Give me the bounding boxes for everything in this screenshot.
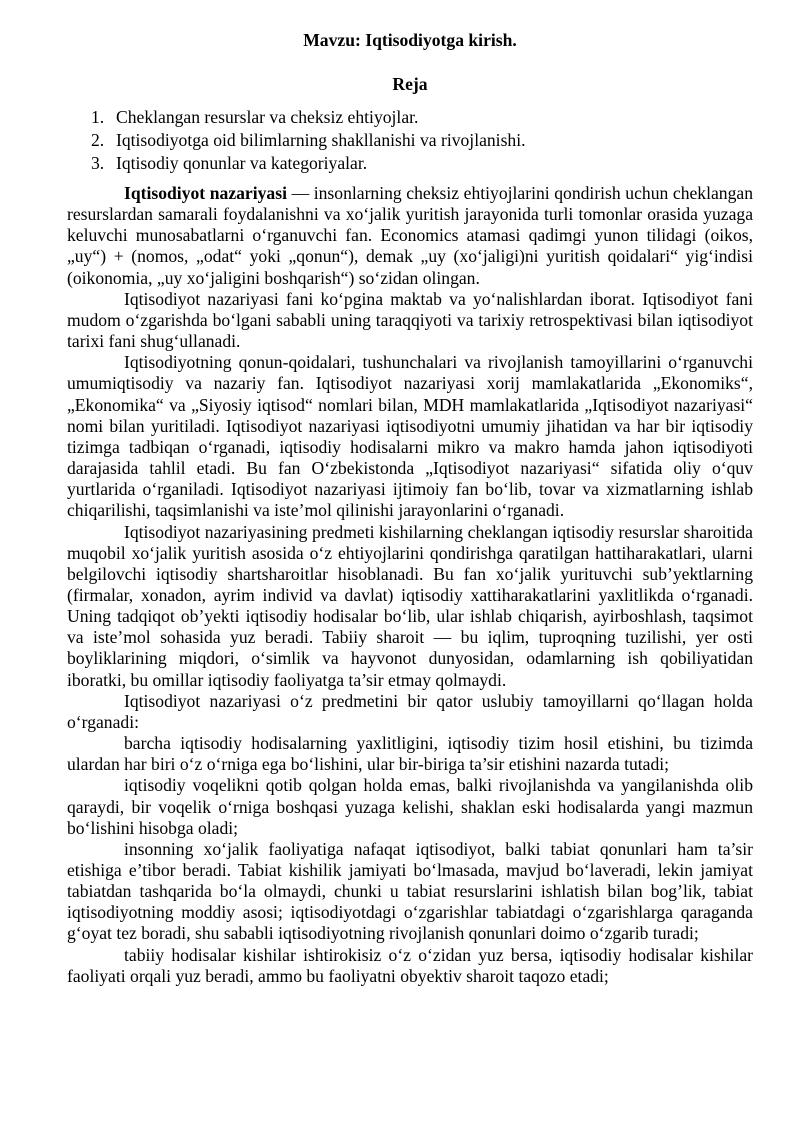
intro-paragraph xyxy=(67,183,753,289)
plan-item-text: Iqtisodiy qonunlar va kategoriyalar. xyxy=(116,153,368,173)
page-title: Mavzu: Iqtisodiyotga kirish. xyxy=(303,30,517,50)
plan-item-text: Iqtisodiyotga oid bilimlarning shakllanishi va rivojlanishi. xyxy=(116,130,526,150)
plan-item-number: 2. xyxy=(91,130,105,150)
intro-text: — insonlarning cheksiz ehtiyojlarini qondirish uchun cheklangan resurslardan samarali foydalanishni va xo‘jalik yuritish jarayonida turli tomonlar orasida yuzaga keluvchi munosabatlarni o‘rganuvchi fan. Economics atamasi qadimgi yunon tilidagi (oikos, „uy“) + (nomos, „odat“ yoki „qonun“), demak „uy (xo‘jaligi)ni yuritish qoidalari“ yig‘indisi (oikonomia, „uy xo‘jaligini boshqarish“) so‘zidan olingan. xyxy=(67,183,753,288)
principle-paragraph: tabiiy hodisalar kishilar ishtirokisiz o‘z o‘zidan yuz bersa, iqtisodiy hodisalar kishilar faoliyati orqali yuz beradi, ammo bu faoliyatni obyektiv sharoit taqozo etadi; xyxy=(67,944,753,986)
principle-paragraph: barcha iqtisodiy hodisalarning yaxlitligini, iqtisodiy tizim hosil etishini, bu tizimda ulardan har biri o‘z o‘rniga ega bo‘lishini, ular bir-biriga ta’sir etishini nazarda tutadi; xyxy=(67,733,753,775)
principle-paragraph: iqtisodiy voqelikni qotib qolgan holda emas, balki rivojlanishda va yangilanishda olib qaraydi, bir voqelik o‘rniga boshqasi yuzaga kelishi, shaklan eski hodisalarda yangi mazmun bo‘lishini hisobga oladi; xyxy=(67,775,753,838)
document-body xyxy=(67,28,753,987)
plan-item xyxy=(91,106,753,129)
plan-heading: Reja xyxy=(392,74,428,94)
plan-item-text: Cheklangan resurslar va cheksiz ehtiyojlar. xyxy=(116,107,419,127)
paragraph: Iqtisodiyotning qonun-qoidalari, tushunchalari va rivojlanish tamoyillarini o‘rganuvchi umumiqtisodiy va nazariy fan. Iqtisodiyot nazariyasi xorij mamlakatlarida „Ekonomiks“, „Ekonomika“ va „Siyosiy iqtisod“ nomlari bilan, MDH mamlakatlarida „Iqtisodiyot nazariyasi“ nomi bilan yuritiladi. Iqtisodiyot nazariyasi iqtisodiyotni umumiy jihatidan va har bir iqtisodiy tizimga tadbiqan o‘rganadi, iqtisodiy hodisalarni mikro va makro hamda jahon iqtisodiyoti darajasida tahlil etadi. Bu fan O‘zbekistonda „Iqtisodiyot nazariyasi“ sifatida oliy o‘quv yurtlarida o‘rganiladi. Iqtisodiyot nazariyasi ijtimoiy fan bo‘lib, tovar va xizmatlarning ishlab chiqarilishi, taqsimlanishi va iste’mol qilinishi jarayonlarini o‘rganadi. xyxy=(67,352,753,521)
plan-item-number: 3. xyxy=(91,153,105,173)
paragraph: Iqtisodiyot nazariyasi fani ko‘pgina maktab va yo‘nalishlardan iborat. Iqtisodiyot fani mudom o‘zgarishda bo‘lgani sababli uning taraqqiyoti va tarixiy retrospektivasi bilan iqtisodiyot tarixi fani shug‘ullanadi. xyxy=(67,288,753,352)
plan-item xyxy=(91,129,753,152)
defined-term: Iqtisodiyot nazariyasi xyxy=(124,183,287,203)
paragraph: Iqtisodiyot nazariyasining predmeti kishilarning cheklangan iqtisodiy resurslar sharoitida muqobil xo‘jalik yuritish asosida o‘z ehtiyojlarini qondirishga qaratilgan hattiharakatlari, ularni belgilovchi iqtisodiy shartsharoitlar hisoblanadi. Bu fan xo‘jalik yurituvchi sub’yektlarning (firmalar, xonadon, ayrim individ va davlat) iqtisodiy xattiharakatlarini yaxlitlikda o‘rganadi. Uning tadqiqot ob’yekti iqtisodiy hodisalar bo‘lib, ular ishlab chiqarish, ayirboshlash, taqsimot va iste’mol sohasida yuz beradi. Tabiiy sharoit — bu iqlim, tuproqning tuzilishi, yer osti boyliklarining miqdori, o‘simlik va hayvonot dunyosidan, odamlarning ish qobiliyatidan iboratki, bu omillar iqtisodiy faoliyatga ta’sir etmay qolmaydi. xyxy=(67,521,753,690)
principle-paragraph: insonning xo‘jalik faoliyatiga nafaqat iqtisodiyot, balki tabiat qonunlari ham ta’sir etishiga e’tibor beradi. Tabiat kishilik jamiyati bo‘lmasada, mavjud bo‘laveradi, lekin jamiyat tabiatdan tashqarida bo‘la olmaydi, chunki u tabiat resurslarini ishlatish bilan bog’lik, tabiat iqtisodiyotning moddiy asosi; iqtisodiyotdagi o‘zgarishlar tabiatdagi o‘zgarishlarga qaraganda g‘oyat tez boradi, shu sababli iqtisodiyotning rivojlanish qonunlari doimo o‘zgarib turadi; xyxy=(67,838,753,944)
plan-item-number: 1. xyxy=(91,107,105,127)
plan-item xyxy=(91,152,753,175)
plan-list xyxy=(67,106,753,175)
paragraph: Iqtisodiyot nazariyasi o‘z predmetini bir qator uslubiy tamoyillarni qo‘llagan holda o‘rganadi: xyxy=(67,690,753,732)
